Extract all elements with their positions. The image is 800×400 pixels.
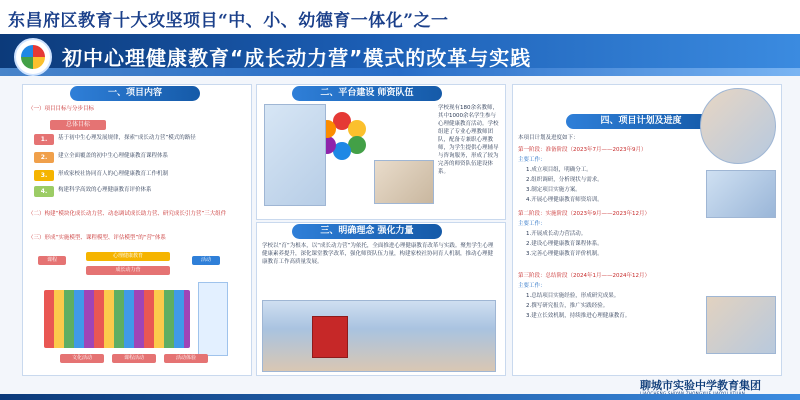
logo-emblem-icon bbox=[21, 45, 45, 69]
school-logo bbox=[14, 38, 52, 76]
diagram-top-box: 心理健康教育 bbox=[86, 252, 170, 261]
goal-head: 总体目标 bbox=[50, 120, 106, 130]
diagram-bottom-box-2: 课程活动 bbox=[112, 354, 156, 363]
diagram-bottom-box-3: 活动体验 bbox=[164, 354, 208, 363]
goal-text-2: 建立全面覆盖的初中生心理健康教育课程体系 bbox=[58, 153, 169, 159]
goal-text-3: 形成家校社协同育人的心理健康教育工作机制 bbox=[58, 171, 169, 177]
s4-intro: 本项目计划及进度如下： bbox=[518, 135, 579, 141]
s1-sub1: （一）项目目标与分步目标 bbox=[28, 106, 95, 112]
diagram-course-columns bbox=[44, 290, 190, 348]
top-title: 东昌府区教育十大攻坚项目“中、小、幼德育一体化”之一 bbox=[8, 11, 449, 31]
phase1-item-3: 3.制定项目实施方案。 bbox=[526, 187, 581, 193]
group-photo bbox=[262, 300, 496, 372]
goal-text-4: 构建科学高效的心理健康教育评价体系 bbox=[58, 187, 152, 193]
phase2-item-1: 1.开展成长动力营活动。 bbox=[526, 231, 587, 237]
s1-sub2: （二）构建“模块化成长动力营、动态调试成长助力营、研究成长引力营”三大组件 bbox=[28, 211, 227, 217]
section-head-3: 三、明确理念 强化力量 bbox=[292, 224, 442, 239]
phase3-item-1: 1.总结项目实施经验，形成研究成果。 bbox=[526, 293, 620, 299]
platform-photo-room bbox=[374, 160, 434, 204]
plan-photo-top bbox=[700, 88, 776, 164]
banner-flag-in-photo bbox=[312, 316, 348, 358]
s1-sub3: （三）形成“实施模型、课程模型、评估模型”的“营”体系 bbox=[28, 235, 166, 241]
phase3-title: 第三阶段：总结阶段（2024年1月——2024年12月） bbox=[518, 273, 650, 279]
section-head-2: 二、平台建设 师资队伍 bbox=[292, 86, 442, 101]
phase1-item-1: 1.成立项目组，明确分工。 bbox=[526, 167, 592, 173]
phase1-item-4: 4.开展心理健康教育师资培训。 bbox=[526, 197, 603, 203]
s3-paragraph: 学校以“育”为根本，以“成长动力营”为依托，全面推进心理健康教育改革与实践。聚焦学生心理健康素养提升，深化课堂教学改革，强化师资队伍力量，构建家校社协同育人机制，推动心理健康教育工作高质量发展。 bbox=[262, 243, 494, 265]
diagram-mid-box: 成长动力营 bbox=[86, 266, 170, 275]
phase1-title: 第一阶段：准备阶段（2023年7月——2023年9月） bbox=[518, 147, 647, 153]
goal-text-1: 基于初中生心理发展规律，探索“成长动力营”模式的路径 bbox=[58, 135, 196, 141]
footer-brand: 聊城市实验中学教育集团 bbox=[640, 379, 761, 392]
s2-paragraph: 学校现有180余名教师，其中1000余名学生参与心理健康教育活动。学校组建了专业心理教师团队，配备专兼职心理教师，为学生提供心理辅导与咨询服务，形成了较为完善的师资队伍建设体系。 bbox=[438, 105, 499, 175]
main-title: 初中心理健康教育“成长动力营”模式的改革与实践 bbox=[62, 46, 532, 70]
diagram-bottom-box-1: 文化活动 bbox=[60, 354, 104, 363]
phase2-title: 第二阶段：实施阶段（2023年9月——2023年12月） bbox=[518, 211, 650, 217]
phase3-item-3: 3.建立长效机制，持续推进心理健康教育。 bbox=[526, 313, 631, 319]
section-head-1: 一、项目内容 bbox=[70, 86, 200, 101]
phase2-item-3: 3.完善心理健康教育评价机制。 bbox=[526, 251, 603, 257]
diagram-side-column bbox=[198, 282, 228, 356]
phase1-label: 主要工作： bbox=[518, 157, 546, 163]
phase3-item-2: 2.撰写研究报告，推广实践经验。 bbox=[526, 303, 609, 309]
phase2-label: 主要工作： bbox=[518, 221, 546, 227]
goal-badge-1: 1. bbox=[34, 134, 54, 145]
phase1-item-2: 2.组织调研，分析现状与需求。 bbox=[526, 177, 603, 183]
plan-photo-bottom bbox=[706, 296, 776, 354]
goal-badge-4: 4. bbox=[34, 186, 54, 197]
bottom-strip bbox=[0, 394, 800, 400]
phase2-item-2: 2.建设心理健康教育课程体系。 bbox=[526, 241, 603, 247]
phase3-label: 主要工作： bbox=[518, 283, 546, 289]
goal-badge-2: 2. bbox=[34, 152, 54, 163]
section-head-4: 四、项目计划及进度 bbox=[566, 114, 716, 129]
plan-photo-mid bbox=[706, 170, 776, 218]
diagram-left-box: 课程 bbox=[38, 256, 66, 265]
goal-badge-3: 3. bbox=[34, 170, 54, 181]
diagram-right-box: 活动 bbox=[192, 256, 220, 265]
platform-photo-collage bbox=[264, 104, 326, 206]
